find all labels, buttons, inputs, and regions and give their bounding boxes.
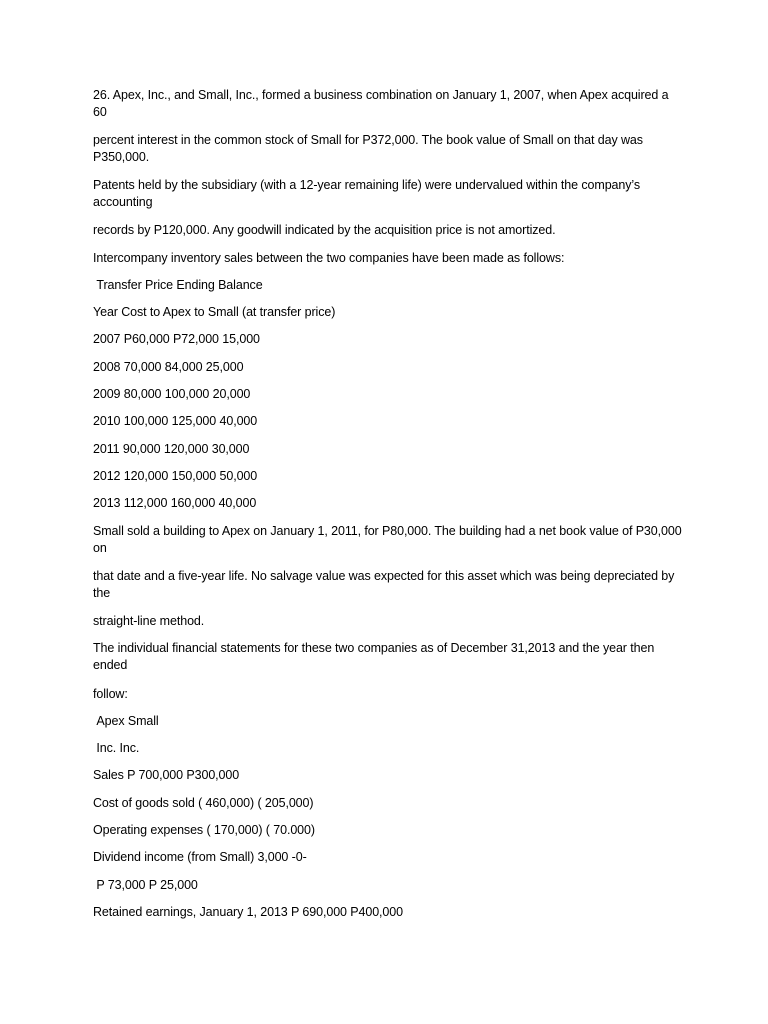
paragraph-building: Small sold a building to Apex on January 1, 2011, for P80,000. The building had a net book value of P30,000 on xyxy=(93,524,685,555)
statement-row-dividend: Dividend income (from Small) 3,000 -0- xyxy=(93,850,307,864)
statement-header-inc: Inc. Inc. xyxy=(93,741,140,755)
statement-row-operating: Operating expenses ( 170,000) ( 70.000) xyxy=(93,823,315,837)
statement-row-net: P 73,000 P 25,000 xyxy=(93,878,198,892)
paragraph-intro: 26. Apex, Inc., and Small, Inc., formed a business combination on January 1, 2007, when Apex acquired a 60 xyxy=(93,88,672,119)
table-row-2007: 2007 P60,000 P72,000 15,000 xyxy=(93,332,260,346)
table-row-2008: 2008 70,000 84,000 25,000 xyxy=(93,360,244,374)
paragraph-records: records by P120,000. Any goodwill indicated by the acquisition price is not amortized. xyxy=(93,223,556,237)
paragraph-straight-line: straight-line method. xyxy=(93,614,205,628)
table-header-year: Year Cost to Apex to Small (at transfer price) xyxy=(93,305,336,319)
statement-row-retained: Retained earnings, January 1, 2013 P 690,000 P400,000 xyxy=(93,905,403,919)
table-header-transfer: Transfer Price Ending Balance xyxy=(93,278,263,292)
paragraph-patents: Patents held by the subsidiary (with a 12-year remaining life) were undervalued within the company’s accounting xyxy=(93,178,644,209)
statement-row-cogs: Cost of goods sold ( 460,000) ( 205,000) xyxy=(93,796,314,810)
paragraph-five-year: that date and a five-year life. No salvage value was expected for this asset which was being depreciated by the xyxy=(93,569,678,600)
paragraph-interest: percent interest in the common stock of Small for P372,000. The book value of Small on that day was P350,000. xyxy=(93,133,647,164)
statement-row-sales: Sales P 700,000 P300,000 xyxy=(93,768,240,782)
paragraph-follow: follow: xyxy=(93,687,128,701)
table-row-2013: 2013 112,000 160,000 40,000 xyxy=(93,496,257,510)
table-row-2011: 2011 90,000 120,000 30,000 xyxy=(93,442,250,456)
statement-header-company: Apex Small xyxy=(93,714,159,728)
paragraph-statements: The individual financial statements for these two companies as of December 31,2013 and the year then ended xyxy=(93,641,658,672)
table-row-2012: 2012 120,000 150,000 50,000 xyxy=(93,469,258,483)
table-row-2009: 2009 80,000 100,000 20,000 xyxy=(93,387,251,401)
paragraph-intercompany: Intercompany inventory sales between the two companies have been made as follows: xyxy=(93,251,565,265)
table-row-2010: 2010 100,000 125,000 40,000 xyxy=(93,414,258,428)
